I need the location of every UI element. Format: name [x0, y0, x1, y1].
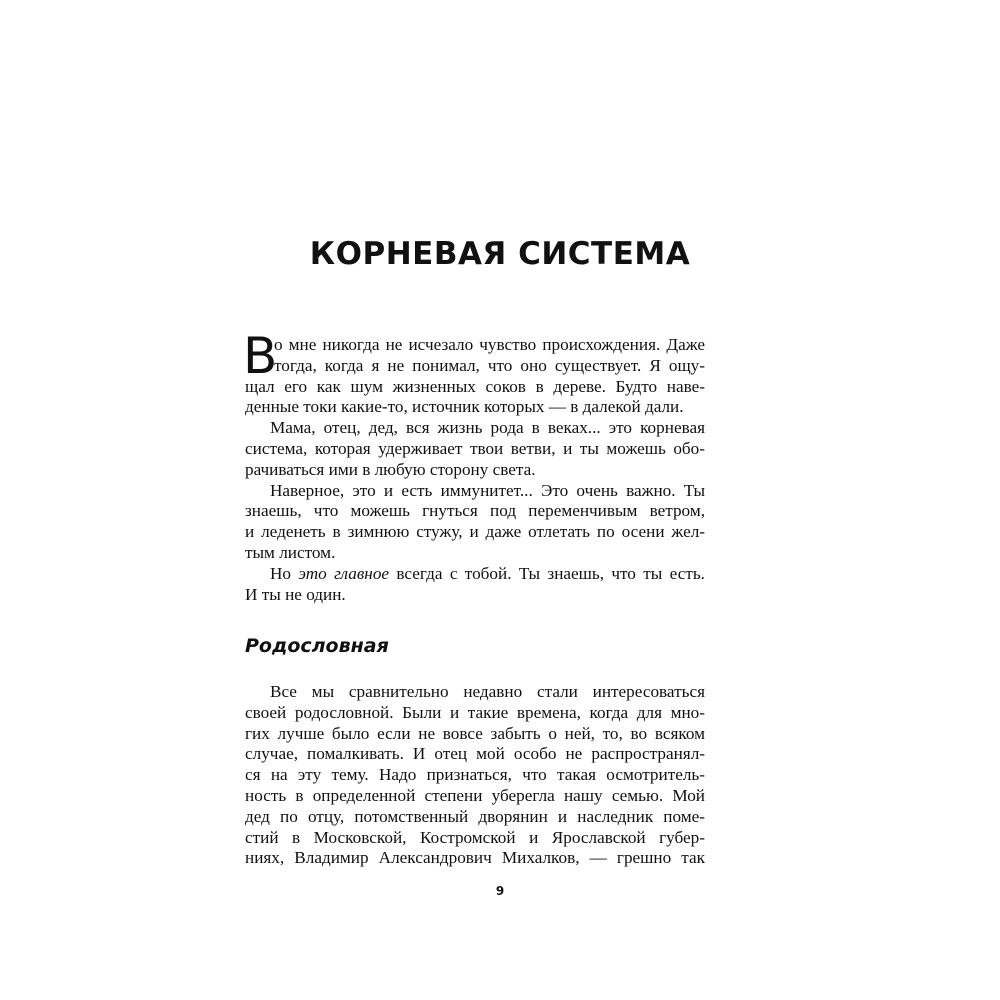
- text-line: ниях, Владимир Александрович Михалков, — грешно так: [245, 848, 705, 868]
- text-line: стий в Московской, Костромской и Ярославской губер-: [245, 827, 705, 847]
- text-line: ся на эту тему. Надо признаться, что такая осмотритель-: [245, 765, 705, 785]
- text-line: случае, помалкивать. И отец мой особо не распространял-: [245, 744, 705, 764]
- text-segment: Но: [270, 563, 299, 583]
- text-line: тогда, когда я не понимал, что оно существует. Я ощу-: [274, 355, 705, 375]
- drop-cap: В: [243, 327, 278, 385]
- chapter-title: КОРНЕВАЯ СИСТЕМА: [309, 236, 691, 272]
- text-line: Наверное, это и есть иммунитет... Это очень важно. Ты: [270, 480, 705, 500]
- text-line: Все мы сравнительно недавно стали интересоваться: [270, 682, 705, 701]
- text-line: Мама, отец, дед, вся жизнь рода в веках... это корневая: [270, 418, 705, 438]
- text-segment: всегда с тобой. Ты знаешь, что ты есть.: [389, 563, 705, 583]
- text-line: [245, 564, 705, 585]
- intro-text: [243, 327, 705, 605]
- page-number: 9: [495, 884, 505, 898]
- text-line: денные токи какие-то, источник которых — в далекой дали.: [245, 397, 684, 417]
- text-line: ность в определенной степени уберегла нашу семью. Мой: [245, 785, 705, 805]
- text-line: о мне никогда не исчезало чувство происхождения. Даже: [274, 335, 705, 354]
- text-line: щал его как шум жизненных соков в дереве. Будто наве-: [245, 376, 705, 396]
- section-heading: Родословная: [245, 635, 389, 657]
- text-line: своей родословной. Были и такие времена, когда для мно-: [245, 702, 705, 722]
- text-line: тым листом.: [245, 542, 336, 562]
- text-line: И ты не один.: [245, 584, 346, 604]
- section-text: [245, 682, 705, 869]
- text-line: дед по отцу, потомственный дворянин и наследник поме-: [245, 806, 705, 826]
- text-line: система, которая удерживает твои ветви, и ты можешь обо-: [245, 438, 705, 458]
- text-line: знаешь, что можешь гнуться под переменчивым ветром,: [245, 501, 705, 521]
- emphasis-text: это главное: [298, 563, 390, 583]
- text-line: рачиваться ими в любую сторону света.: [245, 459, 536, 479]
- text-line: и леденеть в зимнюю стужу, и даже отлетать по осени жел-: [245, 522, 705, 542]
- text-line: гих лучше было если не вовсе забыть о ней, то, во всяком: [245, 723, 705, 743]
